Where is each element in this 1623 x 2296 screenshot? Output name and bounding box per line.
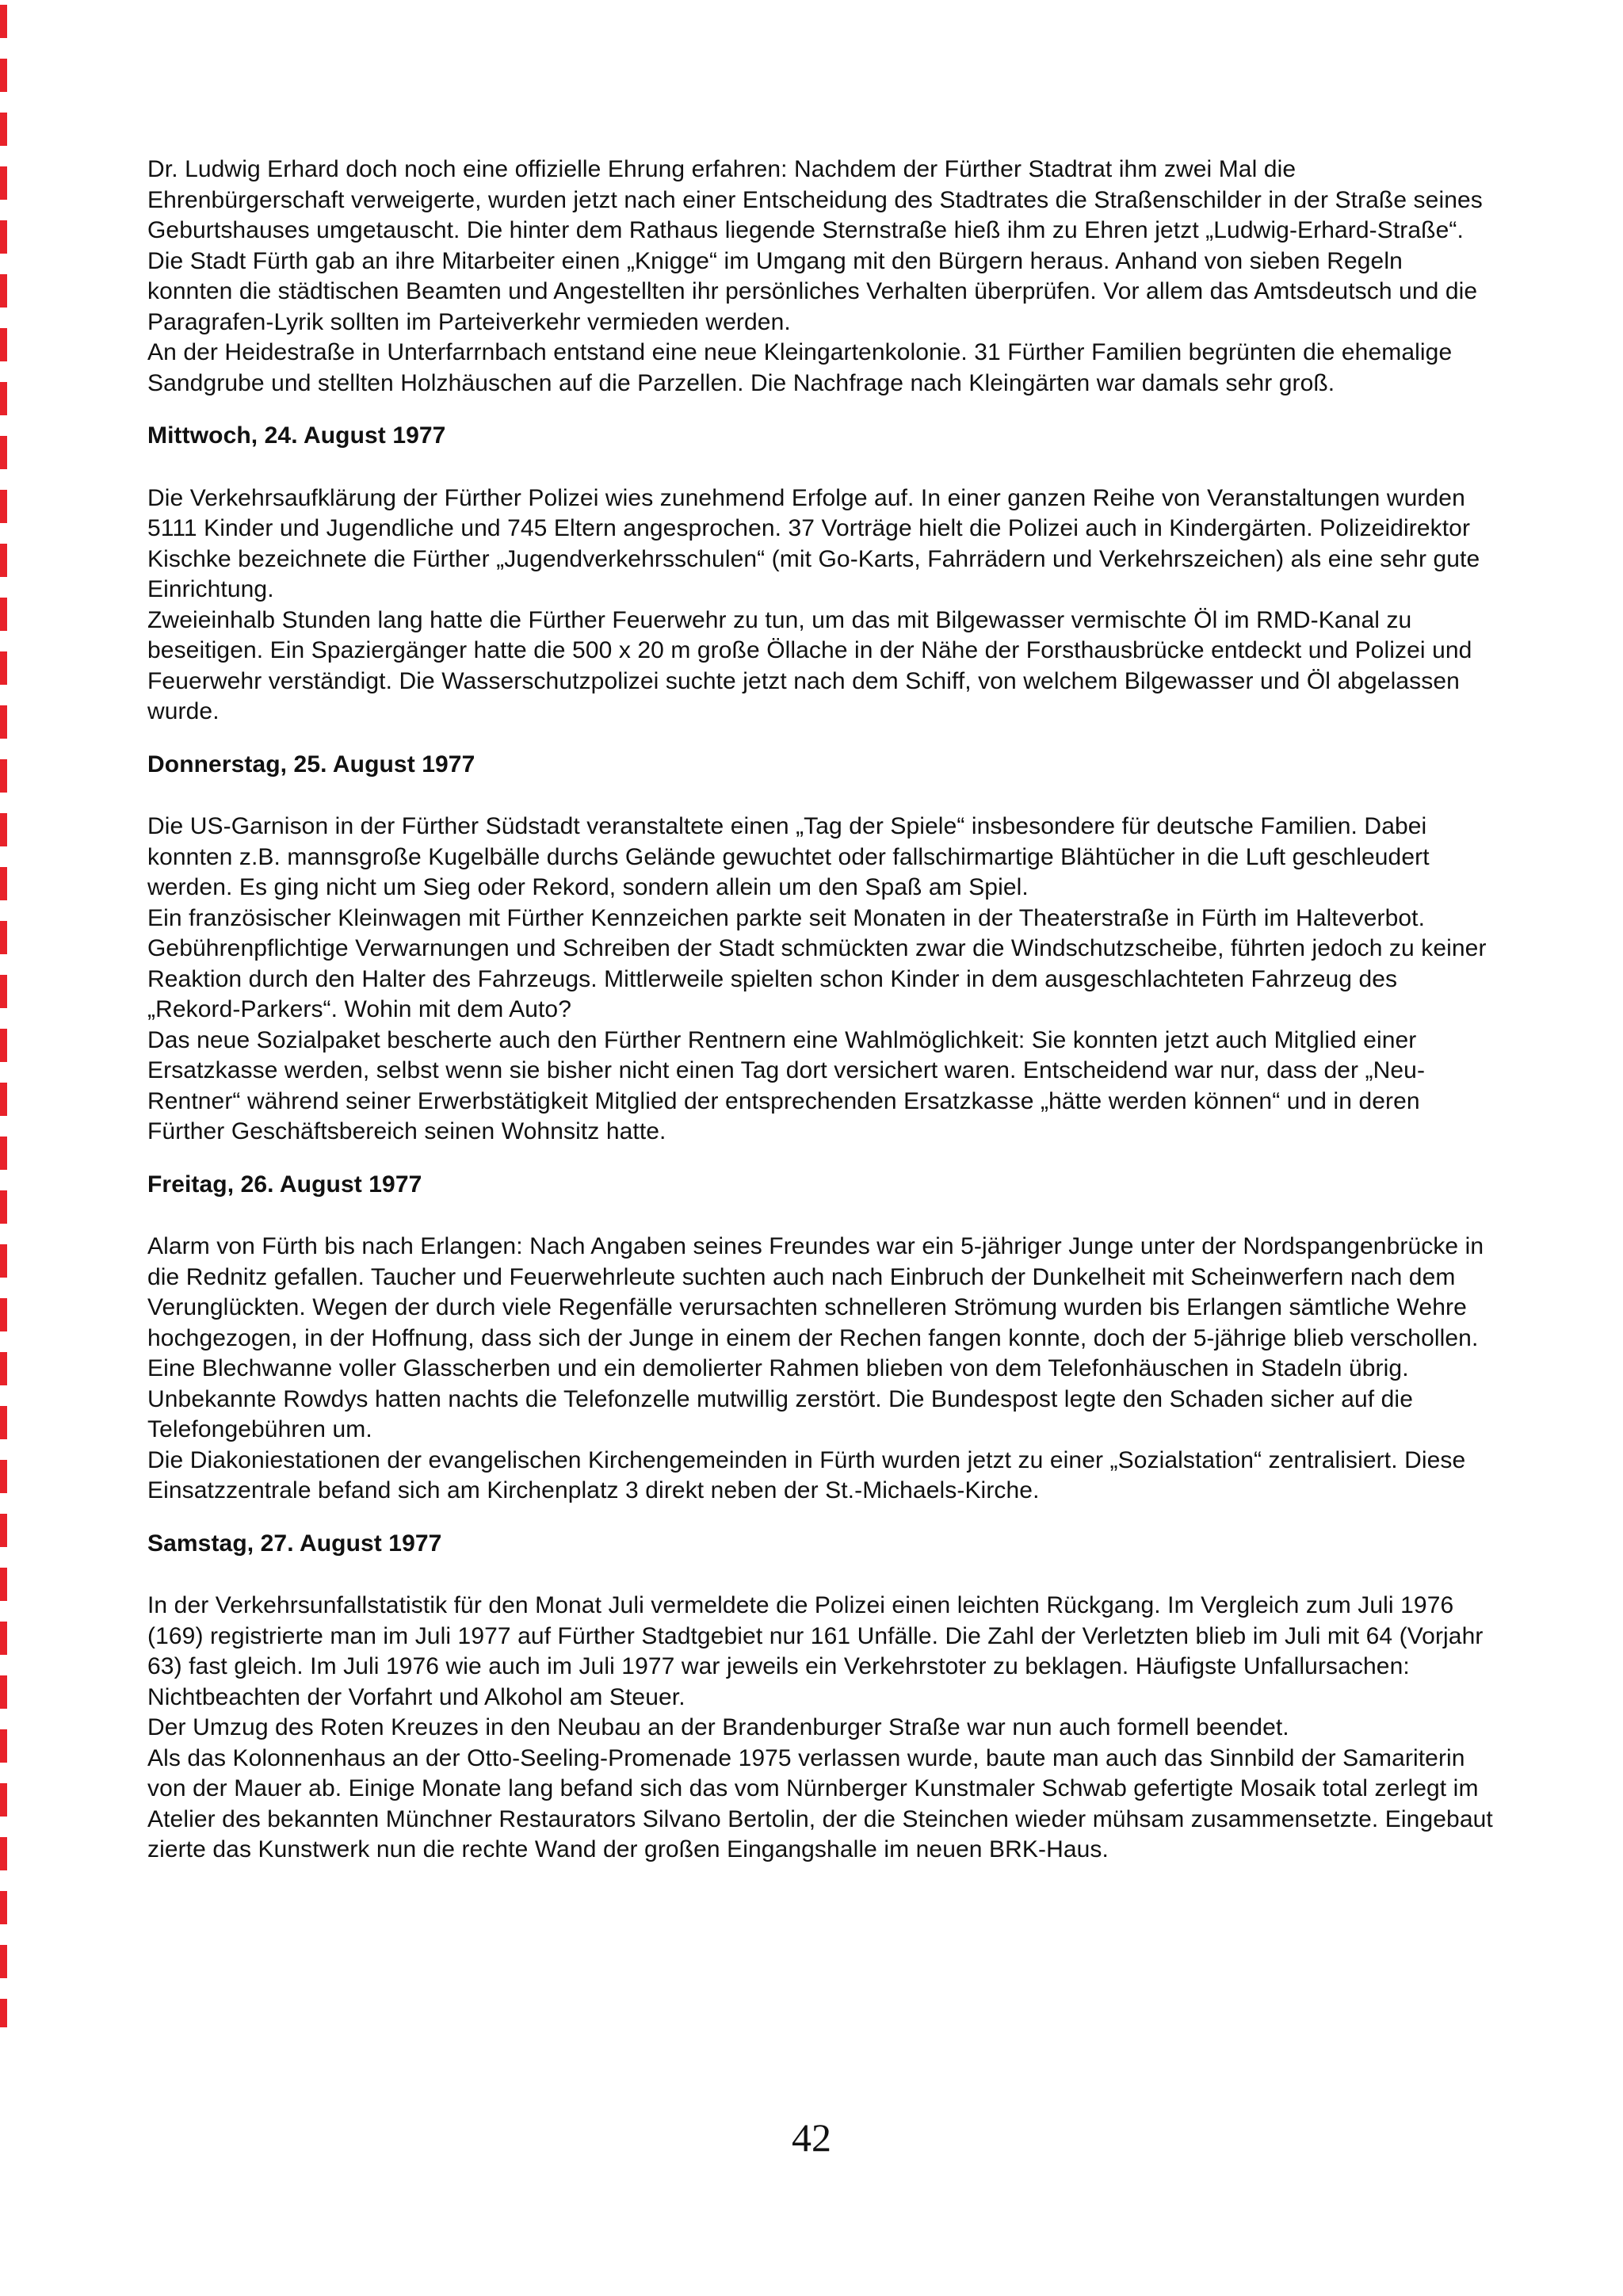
paragraph: Die US-Garnison in der Fürther Südstadt veranstaltete einen „Tag der Spiele“ insbesondere für deutsche Familien. Dabei konnten z.B. mannsgroße Kugelbälle durchs Gelände gewuchtet oder fallschirmartige Blähtücher in die Luft geschleudert werden. Es ging nicht um Sieg oder Rekord, sondern allein um den Spaß am Spiel. (147, 813, 1430, 900)
date-heading: Donnerstag, 25. August 1977 (147, 751, 475, 777)
paragraph: Alarm von Fürth bis nach Erlangen: Nach Angaben seines Freundes war ein 5-jähriger Junge unter der Nordspangenbrücke in die Rednitz gefallen. Taucher und Feuerwehrleute suchten auch nach Einbruch der Dunkelheit mit Scheinwerfern nach dem Verunglückten. Wegen der durch viele Regenfälle verursachten schnelleren Strömung wurden bis Erlangen sämtliche Wehre hochgezogen, in der Hoffnung, dass sich der Junge in einem der Rechen fangen konnte, doch der 5-jährige blieb verschollen. (147, 1233, 1484, 1351)
paragraph: Zweieinhalb Stunden lang hatte die Fürther Feuerwehr zu tun, um das mit Bilgewasser vermischte Öl im RMD-Kanal zu beseitigen. Ein Spaziergänger hatte die 500 x 20 m große Öllache in der Nähe der Forsthausbrücke entdeckt und Polizei und Feuerwehr verständigt. Die Wasserschutzpolizei suchte jetzt nach dem Schiff, von welchem Bilgewasser und Öl abgelassen wurde. (147, 606, 1472, 724)
date-heading: Freitag, 26. August 1977 (147, 1171, 422, 1198)
paragraph: Eine Blechwanne voller Glasscherben und ein demolierter Rahmen blieben von dem Telefonhäuschen in Stadeln übrig. Unbekannte Rowdys hatten nachts die Telefonzelle mutwillig zerstört. Die Bundespost legte den Schaden sicher auf die Telefongebühren um. (147, 1355, 1413, 1442)
paragraph: Als das Kolonnenhaus an der Otto-Seeling-Promenade 1975 verlassen wurde, baute man auch das Sinnbild der Samariterin von der Mauer ab. Einige Monate lang befand sich das vom Nürnberger Kunstmaler Schwab gefertigte Mosaik total zerlegt im Atelier des bekannten Münchner Restaurators Silvano Bertolin, der die Steinchen wieder mühsam zusammensetzte. Eingebaut zierte das Kunstwerk nun die rechte Wand der großen Eingangshalle im neuen BRK-Haus. (147, 1744, 1493, 1862)
date-heading: Mittwoch, 24. August 1977 (147, 422, 446, 449)
left-edge-red-marks (0, 5, 7, 2027)
paragraph: Ein französischer Kleinwagen mit Fürther Kennzeichen parkte seit Monaten in der Theaterstraße in Fürth im Halteverbot. Gebührenpflichtige Verwarnungen und Schreiben der Stadt schmückten zwar die Windschutzscheibe, führten jedoch zu keiner Reaktion durch den Halter des Fahrzeugs. Mittlerweile spielten schon Kinder in dem ausgeschlachteten Fahrzeug des „Rekord-Parkers“. Wohin mit dem Auto? (147, 904, 1487, 1022)
date-heading: Samstag, 27. August 1977 (147, 1530, 442, 1557)
paragraph: Die Stadt Fürth gab an ihre Mitarbeiter einen „Knigge“ im Umgang mit den Bürgern heraus. Anhand von sieben Regeln konnten die städtischen Beamten und Angestellten ihr persönliches Verhalten überprüfen. Vor allem das Amtsdeutsch und die Paragrafen-Lyrik sollten im Parteiverkehr vermieden werden. (147, 247, 1478, 335)
page-number: 42 (792, 2115, 831, 2160)
document-body (147, 155, 1493, 1866)
paragraph: Das neue Sozialpaket bescherte auch den Fürther Rentnern eine Wahlmöglichkeit: Sie konnten jetzt auch Mitglied einer Ersatzkasse werden, selbst wenn sie bisher nicht einen Tag dort versichert waren. Entscheidend war nur, dass der „Neu-Rentner“ während seiner Erwerbstätigkeit Mitglied der entsprechenden Ersatzkasse „hätte werden können“ und in deren Fürther Geschäftsbereich seinen Wohnsitz hatte. (147, 1026, 1426, 1144)
paragraph: Die Diakoniestationen der evangelischen Kirchengemeinden in Fürth wurden jetzt zu einer „Sozialstation“ zentralisiert. Diese Einsatzzentrale befand sich am Kirchenplatz 3 direkt neben der St.-Michaels-Kirche. (147, 1446, 1466, 1503)
paragraph: In der Verkehrsunfallstatistik für den Monat Juli vermeldete die Polizei einen leichten Rückgang. Im Vergleich zum Juli 1976 (169) registrierte man im Juli 1977 auf Fürther Stadtgebiet nur 161 Unfälle. Die Zahl der Verletzten blieb im Juli mit 64 (Vorjahr 63) fast gleich. Im Juli 1976 wie auch im Juli 1977 war jeweils ein Verkehrstoter zu beklagen. Häufigste Unfallursachen: Nichtbeachten der Vorfahrt und Alkohol am Steuer. (147, 1592, 1484, 1710)
paragraph: Die Verkehrsaufklärung der Fürther Polizei wies zunehmend Erfolge auf. In einer ganzen Reihe von Veranstaltungen wurden 5111 Kinder und Jugendliche und 745 Eltern angesprochen. 37 Vorträge hielt die Polizei auch in Kindergärten. Polizeidirektor Kischke bezeichnete die Fürther „Jugendverkehrsschulen“ (mit Go-Karts, Fahrrädern und Verkehrszeichen) als eine sehr gute Einrichtung. (147, 484, 1480, 602)
paragraph: An der Heidestraße in Unterfarrnbach entstand eine neue Kleingartenkolonie. 31 Fürther Familien begrünten die ehemalige Sandgrube und stellten Holzhäuschen auf die Parzellen. Die Nachfrage nach Kleingärten war damals sehr groß. (147, 339, 1453, 396)
paragraph: Dr. Ludwig Erhard doch noch eine offizielle Ehrung erfahren: Nachdem der Fürther Stadtrat ihm zwei Mal die Ehrenbürgerschaft verweigerte, wurden jetzt nach einer Entscheidung des Stadtrates die Straßenschilder in der Straße seines Geburtshauses umgetauscht. Die hinter dem Rathaus liegende Sternstraße hieß ihm zu Ehren jetzt „Ludwig-Erhard-Straße“. (147, 156, 1483, 243)
paragraph: Der Umzug des Roten Kreuzes in den Neubau an der Brandenburger Straße war nun auch formell beendet. (147, 1714, 1289, 1740)
